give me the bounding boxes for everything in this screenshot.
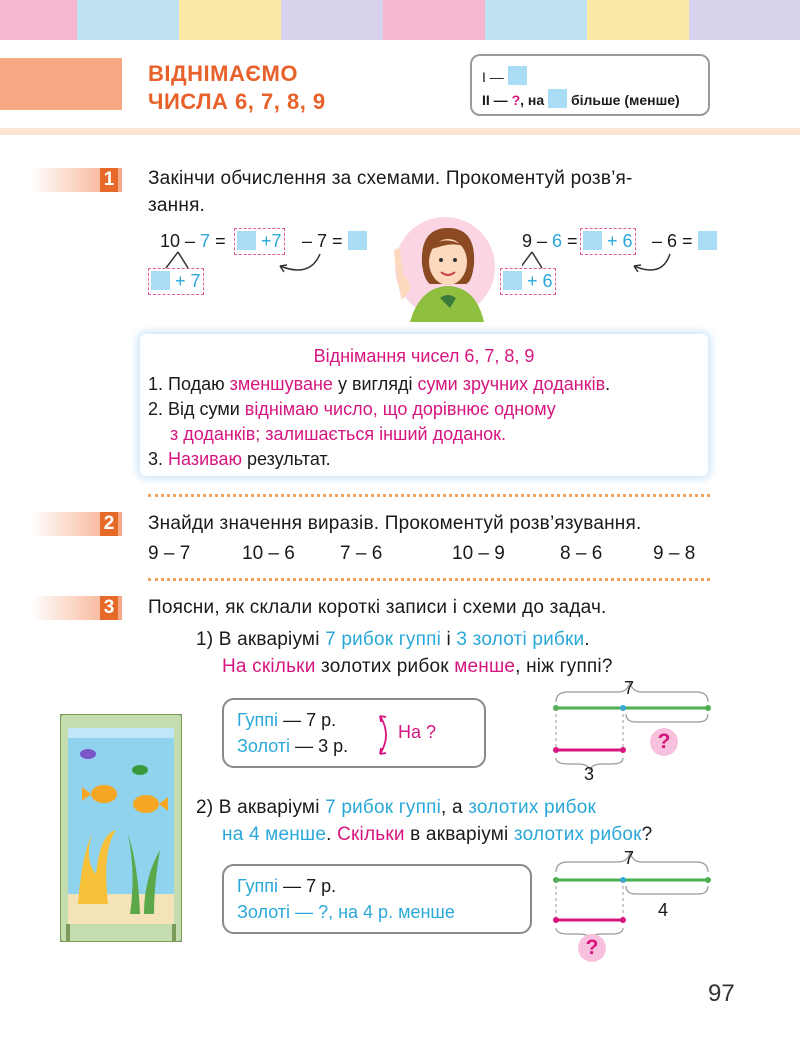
- rule-line-3: з доданків; залишається інший доданок.: [170, 424, 507, 444]
- rule-box: [140, 334, 708, 476]
- expression: 7 – 6: [340, 543, 383, 564]
- rule-line-2: 2. Від суми віднімаю число, що дорівнює одному: [148, 399, 556, 419]
- problem-1-label-3: 3: [584, 764, 595, 784]
- task-3-badge: 3: [30, 596, 122, 620]
- legend-line-1: I —: [482, 66, 527, 85]
- divider-1: [148, 494, 710, 497]
- scheme-a-arrows: [160, 228, 390, 298]
- legend-box: [470, 54, 710, 116]
- page-title: ВІДНІМАЄМО ЧИСЛА 6, 7, 8, 9: [148, 61, 326, 114]
- problem-2-question: ?: [578, 934, 606, 962]
- task-2-text: Знайди значення виразів. Прокоментуй розв’язування.: [148, 513, 642, 534]
- expression: 10 – 6: [242, 543, 295, 564]
- rule-title: Віднімання чисел 6, 7, 8, 9: [313, 346, 535, 366]
- header-band: [0, 58, 122, 110]
- aquarium-illustration: [60, 714, 182, 942]
- problem-1-question: ?: [650, 728, 678, 756]
- problem-1-note: Гуппі — 7 р. Золоті — 3 р. На ?: [222, 698, 486, 768]
- divider-2: [148, 578, 710, 581]
- problem-2-note: Гуппі — 7 р. Золоті — ?, на 4 р. менше: [222, 864, 532, 934]
- problem-2-text: 2) В акваріумі 7 рибок гуппі, а золотих рибок на 4 менше. Скільки в акваріумі золотих рибок?: [196, 797, 653, 845]
- task-1-badge: 1: [30, 168, 122, 192]
- problem-2-label-7: 7: [624, 848, 635, 868]
- expression: 9 – 7: [148, 543, 191, 564]
- scheme-b: 9 – 6 = + 6 – 6 = + 6: [522, 228, 742, 298]
- girl-illustration: [380, 212, 505, 322]
- rule-line-1: 1. Подаю зменшуване у вигляді суми зручних доданків.: [148, 374, 611, 394]
- problem-2-label-4: 4: [658, 900, 669, 920]
- problem-1-label-7: 7: [624, 678, 635, 698]
- scheme-b-arrows: [522, 228, 742, 298]
- task-1-text: Закінчи обчислення за схемами. Прокоментуй розв’я- зання.: [148, 168, 633, 216]
- problem-1-text: 1) В акваріумі 7 рибок гуппі і 3 золоті рибки. На скільки золотих рибок менше, ніж гуппі?: [196, 629, 613, 677]
- page-number: 97: [708, 980, 735, 1007]
- expression: 9 – 8: [653, 543, 696, 564]
- task-2-expressions: [148, 543, 718, 567]
- expression: 8 – 6: [560, 543, 603, 564]
- expression: 10 – 9: [452, 543, 505, 564]
- legend-line-2: II — ?, на більше (менше): [482, 89, 680, 108]
- compare-bracket: [374, 712, 394, 758]
- compare-question: На ?: [398, 722, 437, 742]
- header-underline: [0, 128, 800, 135]
- rule-line-4: 3. Називаю результат.: [148, 449, 331, 469]
- task-2-badge: 2: [30, 512, 122, 536]
- scheme-a: 10 – 7 = +7 – 7 = + 7: [160, 228, 390, 298]
- task-3-text: Поясни, як склали короткі записи і схеми до задач.: [148, 597, 607, 618]
